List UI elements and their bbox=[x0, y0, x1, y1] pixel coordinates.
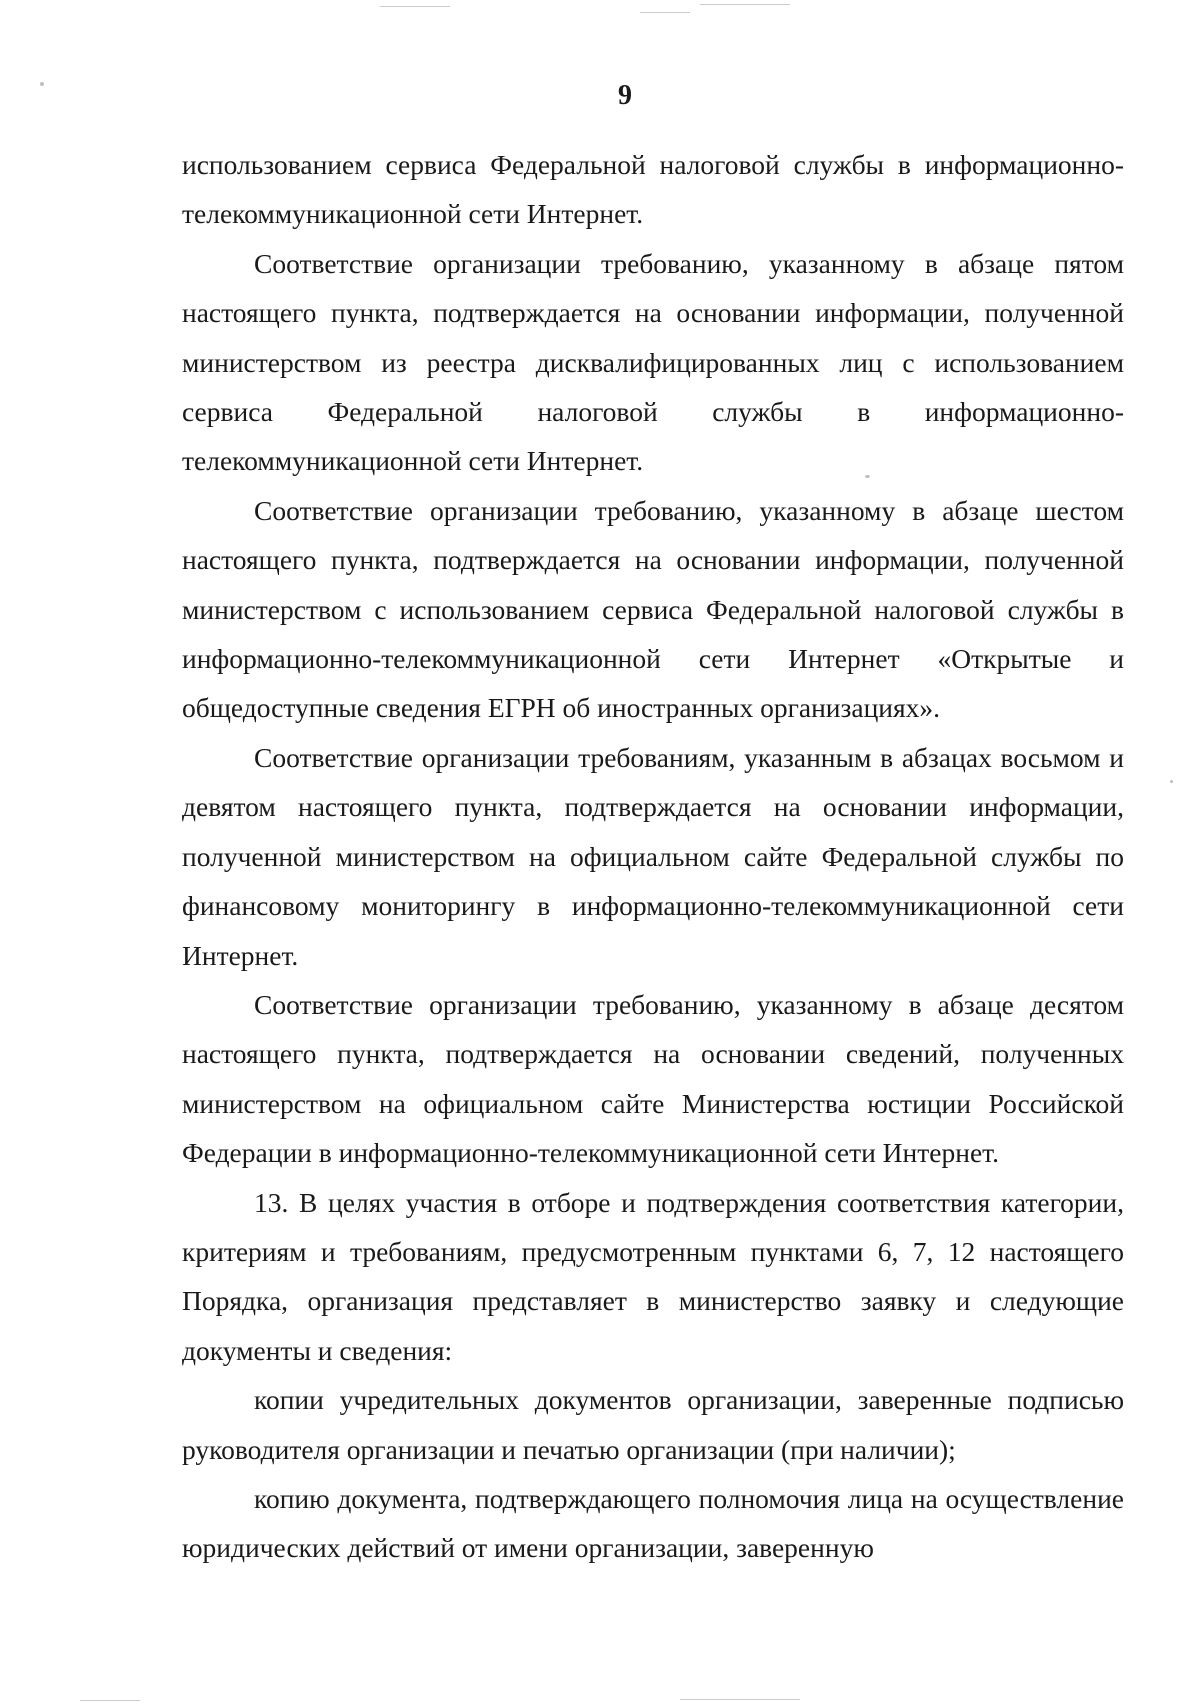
document-body bbox=[182, 140, 1124, 1573]
scan-artifact bbox=[680, 1699, 800, 1700]
page-number: 9 bbox=[618, 80, 632, 111]
scan-artifact bbox=[1170, 780, 1173, 783]
paragraph: копии учредительных документов организации, заверенные подписью руководителя организации и печатью организации (при наличии); bbox=[182, 1384, 1124, 1465]
paragraph: копию документа, подтверждающего полномочия лица на осуществление юридических действий от имени организации, заверенную bbox=[182, 1482, 1124, 1564]
scan-artifact bbox=[700, 4, 790, 5]
paragraph: Соответствие организации требованию, указанному в абзаце пятом настоящего пункта, подтверждается на основании информации, полученной министерством из реестра дисквалифицированных лиц с использованием сервиса Федеральной налоговой службы в информационно-телекоммуникационной сети Интернет. bbox=[182, 247, 1124, 477]
paragraph: Соответствие организации требованиям, указанным в абзацах восьмом и девятом настоящего пункта, подтверждается на основании информации, полученной министерством на официальном сайте Федеральной службы по финансовому мониторингу в информационно-телекоммуникационной сети Интернет. bbox=[182, 741, 1124, 971]
paragraph: Соответствие организации требованию, указанному в абзаце шестом настоящего пункта, подтверждается на основании информации, полученной министерством с использованием сервиса Федеральной налоговой службы в информационно-телекоммуникационной сети Интернет «Открытые и общедоступные сведения ЕГРН об иностранных организациях». bbox=[182, 494, 1124, 724]
paragraph: Соответствие организации требованию, указанному в абзаце десятом настоящего пункта, подтверждается на основании сведений, полученных министерством на официальном сайте Министерства юстиции Российской Федерации в информационно-телекоммуникационной сети Интернет. bbox=[182, 988, 1124, 1169]
scan-artifact bbox=[380, 6, 450, 7]
paragraph: 13. В целях участия в отборе и подтверждения соответствия категории, критериям и требованиям, предусмотренным пунктами 6, 7, 12 настоящего Порядка, организация представляет в министерство заявку и следующие документы и сведения: bbox=[182, 1186, 1124, 1366]
paragraph: использованием сервиса Федеральной налоговой службы в информационно-телекоммуникационной сети Интернет. bbox=[182, 149, 1124, 230]
scan-artifact bbox=[640, 12, 690, 13]
scan-artifact bbox=[40, 82, 44, 86]
scan-artifact bbox=[80, 1700, 140, 1701]
